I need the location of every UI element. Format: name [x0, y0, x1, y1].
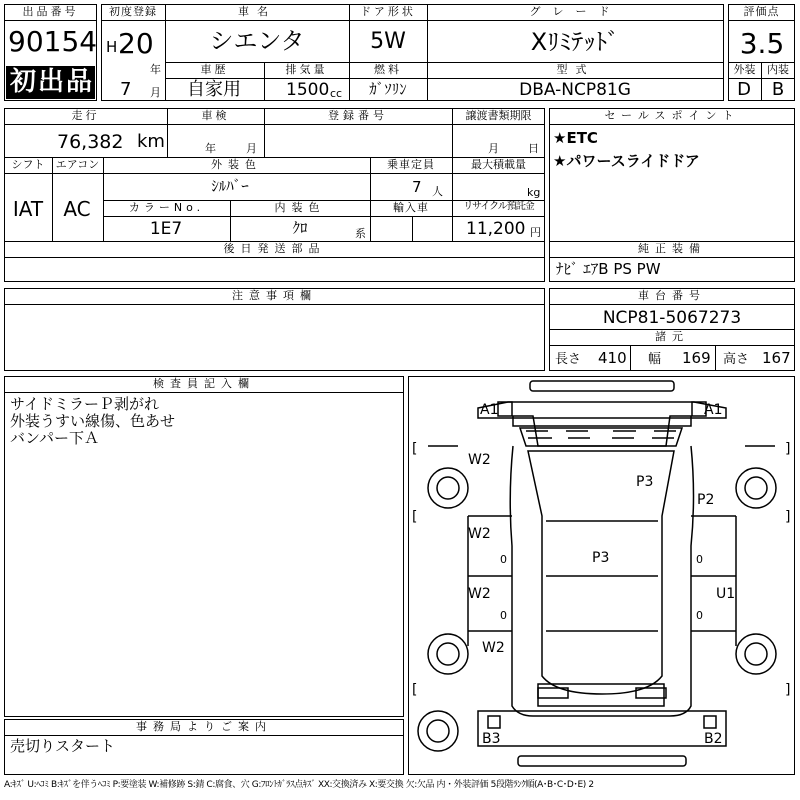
dimensions-header: 諸元: [655, 330, 689, 343]
shift-header: シフト: [11, 158, 45, 171]
cautions-header: 注意事項欄: [232, 289, 317, 302]
exterior-color: ｼﾙﾊﾞｰ: [211, 177, 249, 195]
grade: Xﾘﾐﾃｯﾄﾞ: [530, 28, 620, 56]
overall-score: 3.5: [739, 27, 785, 60]
office-notice-header: 事務局よりご案内: [136, 720, 272, 733]
genuine-equipment: ﾅﾋﾞ ｴｱB PS PW: [556, 260, 661, 278]
car-damage-diagram: [408, 376, 795, 775]
damage-mark: ]: [785, 509, 791, 525]
color-number: 1E7: [149, 219, 183, 239]
first-registration-header: 初度登録: [109, 5, 157, 18]
inspection-year-unit: 年: [205, 142, 216, 155]
length-label: 長さ: [555, 352, 582, 367]
lot-number: 90154: [8, 25, 98, 58]
color-number-header: カラーNo.: [128, 201, 205, 214]
vehicle-history-header: 車歴: [200, 63, 229, 76]
mileage: 76,382: [57, 131, 124, 153]
capacity: 7: [412, 178, 422, 196]
first-listing-badge-text: 初出品: [10, 67, 95, 97]
damage-mark: 0: [696, 609, 703, 622]
capacity-header: 乗車定員: [387, 158, 435, 171]
first-registration-month: 7: [120, 79, 132, 100]
door-type: 5W: [370, 29, 406, 54]
damage-mark: P3: [592, 550, 610, 566]
exterior-color-header: 外装色: [211, 158, 262, 171]
recycle-deposit-unit: 円: [530, 226, 541, 239]
car-name-header: 車名: [238, 5, 276, 18]
damage-mark: [: [412, 509, 418, 525]
mileage-unit: km: [137, 131, 165, 152]
damage-mark: W2: [468, 586, 491, 602]
recycle-deposit-header: リサイクル預託金: [463, 201, 534, 212]
damage-mark: W2: [482, 640, 505, 656]
damage-mark: A1: [704, 402, 723, 418]
model-code-header: 型式: [556, 63, 595, 76]
front-bumper: [530, 381, 674, 391]
sales-points-header: セールスポイント: [604, 109, 740, 122]
model-code: DBA-NCP81G: [519, 80, 631, 100]
exterior-score-header: 外装: [733, 63, 756, 76]
chassis-number-header: 車台番号: [638, 289, 706, 302]
later-parts-header: 後日発送部品: [223, 242, 326, 255]
score-header: 評価点: [743, 5, 780, 18]
height-label: 高さ: [723, 352, 750, 367]
inspection-month-unit: 月: [246, 142, 257, 155]
damage-mark: P2: [697, 492, 715, 508]
wheel-front-right: [736, 468, 776, 508]
grade-header: グレード: [529, 5, 622, 18]
capacity-unit: 人: [432, 185, 443, 198]
damage-mark: 0: [696, 553, 703, 566]
damage-mark: 0: [500, 553, 507, 566]
interior-color-header: 内装色: [274, 201, 326, 214]
damage-legend: A:ｷｽﾞ U:ﾍｺﾐ B:ｷｽﾞを伴うﾍｺﾐ P:要塗装 W:補修跡 S:錆 C:腐食、穴 G:ﾌﾛﾝﾄｶﾞﾗｽ点ｷｽﾞ XX:交換済み X:要交換 欠:欠品 内・外装評価 5段階ﾗﾝｸ順(A･B･C･D･E) 2: [4, 780, 594, 790]
chassis-number: NCP81-5067273: [602, 308, 742, 328]
shift: IAT: [12, 197, 44, 221]
damage-mark: W2: [468, 526, 491, 542]
damage-mark: 0: [500, 609, 507, 622]
displacement: 1500: [286, 80, 330, 100]
damage-mark: P3: [636, 474, 654, 490]
door-type-header: ドア形状: [360, 5, 416, 18]
inspector-notes-header: 検査員記入欄: [153, 377, 255, 390]
transfer-deadline-header: 譲渡書類期限: [465, 109, 532, 122]
inspector-note-line: サイドミラーＰ剥がれ: [10, 395, 159, 413]
year-unit: 年: [150, 63, 161, 76]
spare-wheel: [418, 711, 458, 751]
office-notice: 売切りスタート: [10, 737, 116, 755]
max-load-header: 最大積載量: [471, 158, 526, 171]
aircon: AC: [63, 197, 91, 221]
car-name: シエンタ: [209, 27, 305, 55]
interior-score-header: 内装: [767, 63, 789, 76]
damage-mark: [: [412, 682, 418, 698]
width-value: 169: [682, 349, 711, 367]
damage-mark: W2: [468, 452, 491, 468]
first-registration-era: H: [106, 38, 118, 56]
interior-color: ｸﾛ: [292, 219, 308, 237]
aircon-header: エアコン: [55, 158, 100, 171]
inspector-note-line: 外装うすい線傷、色あせ: [10, 412, 176, 430]
displacement-unit: cc: [330, 87, 343, 100]
damage-mark: ]: [785, 441, 791, 457]
damage-mark: [: [412, 441, 418, 457]
interior-score: B: [771, 79, 785, 100]
recycle-deposit: 11,200: [466, 219, 526, 239]
body-outline: [510, 446, 693, 716]
wheel-front-left: [428, 468, 468, 508]
fuel-header: 燃料: [374, 63, 402, 76]
length-value: 410: [598, 349, 627, 367]
displacement-header: 排気量: [285, 63, 328, 76]
transfer-month-unit: 月: [488, 142, 499, 155]
wheel-rear-left: [428, 634, 468, 674]
damage-mark: A1: [480, 402, 499, 418]
transfer-day-unit: 日: [528, 142, 539, 155]
mileage-header: 走行: [71, 109, 100, 122]
fuel: ｶﾞｿﾘﾝ: [369, 80, 407, 98]
first-registration-year: 20: [118, 27, 154, 60]
lot-number-header: 出品番号: [22, 5, 79, 18]
genuine-equipment-header: 純正装備: [638, 242, 706, 255]
month-unit: 月: [150, 86, 161, 99]
height-value: 167: [762, 349, 791, 367]
damage-mark: B2: [704, 731, 723, 747]
import-header: 輸入車: [393, 201, 429, 214]
max-load-unit: kg: [527, 186, 541, 199]
inspection-header: 車検: [201, 109, 230, 122]
exterior-score: D: [737, 79, 751, 100]
damage-mark: U1: [716, 586, 736, 602]
sales-point-item: ★ETC: [553, 129, 598, 147]
damage-mark: ]: [785, 682, 791, 698]
registration-number-header: 登録番号: [328, 109, 388, 122]
wheel-rear-right: [736, 634, 776, 674]
interior-color-unit: 系: [355, 227, 366, 240]
width-label: 幅: [648, 352, 662, 367]
sales-point-item: ★パワースライドドア: [553, 152, 700, 170]
vehicle-history: 自家用: [187, 79, 241, 100]
damage-mark: B3: [482, 731, 501, 747]
inspector-note-line: バンパー下Ａ: [10, 429, 99, 447]
